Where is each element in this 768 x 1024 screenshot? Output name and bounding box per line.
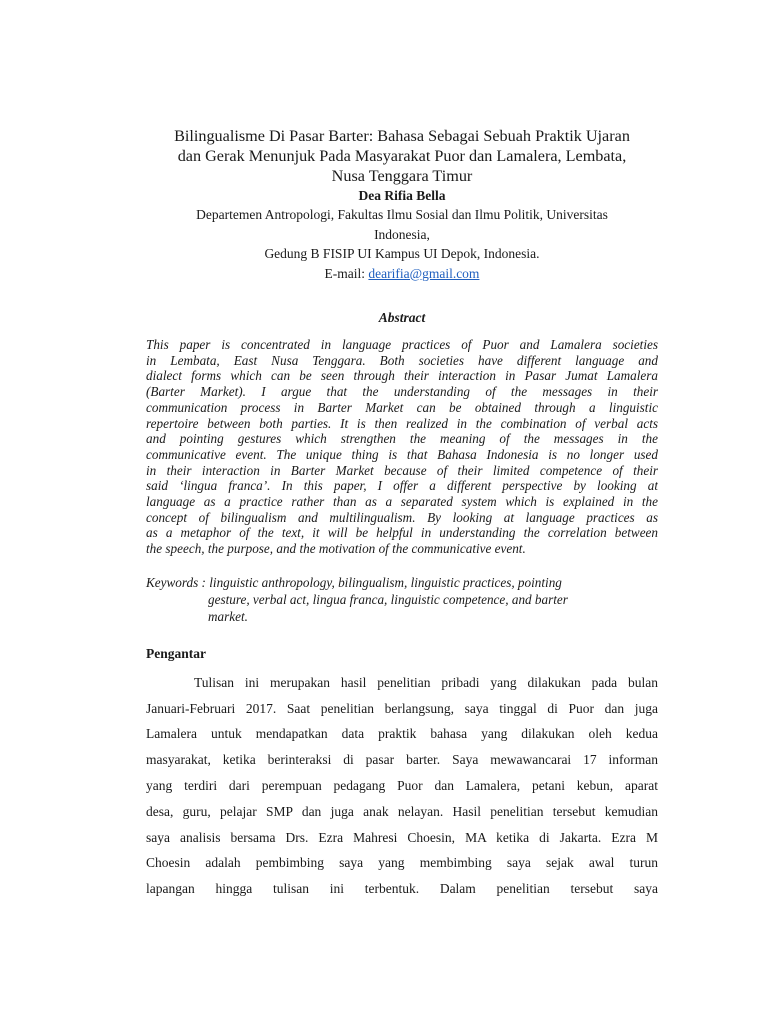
body-line: Januari-Februari 2017. Saat penelitian berlangsung, saya tinggal di Puor dan juga: [146, 700, 658, 716]
abstract-line: concept of bilingualism and multilingualism. By looking at language practices as: [146, 509, 658, 525]
affiliation-line: Gedung B FISIP UI Kampus UI Depok, Indonesia.: [264, 246, 540, 261]
abstract-line: in their interaction in Barter Market because of their limited competence of their: [146, 462, 658, 478]
body-line: Choesin adalah pembimbing saya yang membimbing saya sejak awal turun: [146, 855, 658, 871]
abstract-line: the speech, the purpose, and the motivation of the communicative event.: [146, 541, 526, 557]
affiliation-line: Departemen Antropologi, Fakultas Ilmu Sosial dan Ilmu Politik, Universitas: [196, 207, 608, 222]
keywords-line: Keywords : linguistic anthropology, bilingualism, linguistic practices, pointing: [146, 574, 562, 590]
paper-title: [146, 126, 658, 186]
affiliation: [146, 205, 658, 283]
abstract-line: This paper is concentrated in language practices of Puor and Lamalera societies: [146, 337, 658, 352]
keywords: [146, 574, 658, 625]
section-body: [146, 670, 658, 902]
title-line: Bilingualisme Di Pasar Barter: Bahasa Sebagai Sebuah Praktik Ujaran: [174, 127, 630, 145]
body-line: Lamalera untuk mendapatkan data praktik bahasa yang dilakukan oleh kedua: [146, 726, 658, 742]
body-line: yang terdiri dari perempuan pedagang Puor dan Lamalera, petani kebun, aparat: [146, 778, 658, 794]
abstract-line: communicative event. The unique thing is that Bahasa Indonesia is no longer used: [146, 446, 658, 462]
author-name: Dea Rifia Bella: [358, 188, 446, 203]
abstract-body: [146, 337, 658, 557]
body-line: desa, guru, pelajar SMP dan juga anak nelayan. Hasil penelitian tersebut kemudian: [146, 803, 658, 819]
body-line: lapangan hingga tulisan ini terbentuk. Dalam penelitian tersebut saya: [146, 881, 658, 897]
title-line: dan Gerak Menunjuk Pada Masyarakat Puor dan Lamalera, Lembata,: [177, 147, 627, 165]
abstract-line: communication process in Barter Market can be obtained through a linguistic: [146, 399, 658, 415]
body-line: Tulisan ini merupakan hasil penelitian pribadi yang dilakukan pada bulan: [194, 674, 658, 690]
section-heading: Pengantar: [146, 645, 206, 661]
abstract-line: as a metaphor of the text, it will be helpful in understanding the correlation between: [146, 525, 658, 541]
body-line: saya analisis bersama Drs. Ezra Mahresi Choesin, MA ketika di Jakarta. Ezra M: [146, 829, 658, 845]
body-line: masyarakat, ketika berinteraksi di pasar barter. Saya mewawancarai 17 informan: [146, 752, 658, 768]
abstract-line: (Barter Market). I argue that the understanding of the messages in their: [146, 384, 658, 400]
abstract-heading: Abstract: [378, 310, 426, 325]
affiliation-line: Indonesia,: [374, 226, 430, 242]
email-link[interactable]: dearifia@gmail.com: [368, 265, 480, 281]
abstract-line: and pointing gestures which strengthen the meaning of the messages in the: [146, 431, 658, 447]
abstract-line: repertoire between both parties. It is then realized in the combination of verbal acts: [146, 415, 658, 431]
keywords-line: gesture, verbal act, lingua franca, linguistic competence, and barter: [208, 591, 568, 607]
email-line: [146, 264, 658, 284]
paper-page: [146, 126, 658, 902]
abstract-line: language as a practice rather than as a separated system which is explained in the: [146, 494, 658, 510]
keywords-line: market.: [208, 608, 248, 624]
email-label: E-mail:: [324, 265, 366, 281]
title-line: Nusa Tenggara Timur: [331, 167, 473, 185]
abstract-line: said ‘lingua franca’. In this paper, I offer a different perspective by looking at: [146, 478, 658, 494]
abstract-line: dialect forms which can be seen through their interaction in Pasar Jumat Lamalera: [146, 368, 658, 384]
abstract-line: in Lembata, East Nusa Tenggara. Both societies have different language and: [146, 352, 658, 368]
